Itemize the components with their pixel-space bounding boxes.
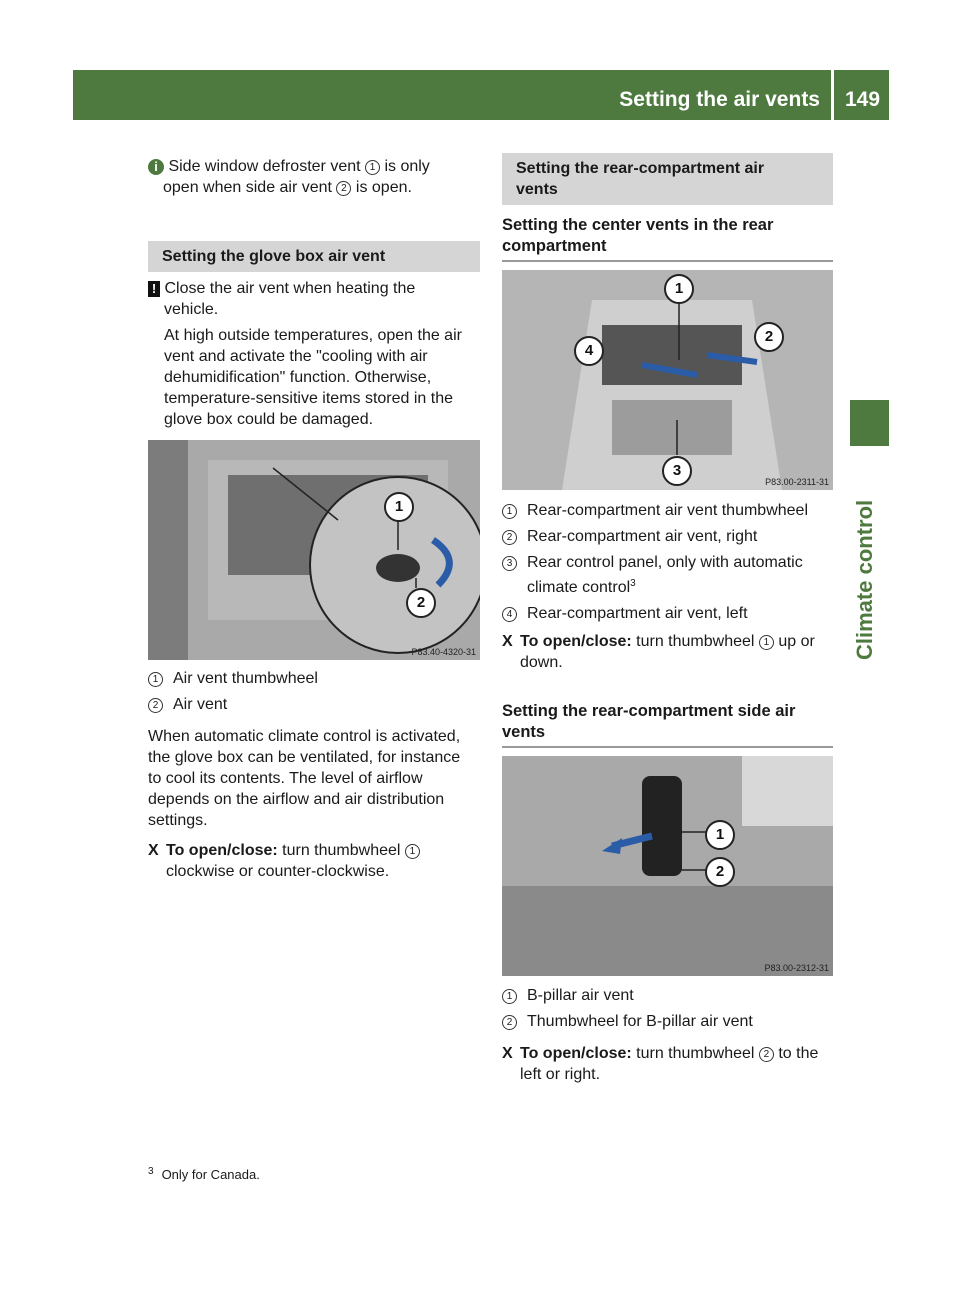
callout-1: 1 [705,820,735,850]
callout-2: 2 [705,857,735,887]
section-heading-rear: Setting the rear-compartment air vents [502,153,833,205]
subheading-center-vents: Setting the center vents in the rear compartment [502,215,833,262]
b-pillar-illustration [502,756,833,976]
b-pillar-vent-photo [502,756,833,976]
callout-1: 1 [384,492,414,522]
section-heading-glovebox: Setting the glove box air vent [148,241,480,272]
photo-code: P83.00-2311-31 [765,477,829,487]
arrow-icon: X [502,633,513,650]
glovebox-vent-photo [148,440,480,660]
action-step: X To open/close: turn thumbwheel 1 up or down. [502,633,815,671]
arrow-icon: X [148,842,159,859]
callout-1: 1 [664,274,694,304]
photo-code: P83.40-4320-31 [411,647,476,657]
legend-list-bpillar [502,985,837,1032]
callout-4: 4 [574,336,604,366]
page-number: 149 [845,88,881,111]
exclamation-icon: ! [148,281,160,297]
page-title: Setting the air vents [619,88,820,111]
callout-2: 2 [754,322,784,352]
legend-item: 1 B-pillar air vent [502,985,837,1006]
legend-item: 3 Rear control panel, only with automatic climate control$^3$ [502,552,837,598]
callout-3: 3 [662,456,692,486]
photo-code: P83.00-2312-31 [764,963,829,973]
callout-2: 2 [406,588,436,618]
legend-list-rear [502,500,837,624]
rear-vents-illustration [502,270,833,490]
action-step: X To open/close: turn thumbwheel 2 to the left or right. [502,1045,819,1083]
rear-center-vents-photo [502,270,833,490]
arrow-icon: X [502,1045,513,1062]
warning-note: ! Close the air vent when heating the vehicle. At high outside temperatures, open the air vent and activate the "cooling with air dehumidification" function. Otherwise, temperature-sensitive items stored in the glove box could be damaged. [148,278,481,430]
legend-item: 2 Thumbwheel for B-pillar air vent [502,1011,837,1032]
header-separator [831,70,834,120]
glovebox-illustration [148,440,480,660]
info-note: i Side window defroster vent 1 is only open when side air vent 2 is open. [148,156,478,198]
legend-item: 4 Rear-compartment air vent, left [502,603,837,624]
body-paragraph: When automatic climate control is activated, the glove box can be ventilated, for instance to cool its contents. The level of airflow depends on the airflow and air distribution settings. [148,728,461,829]
legend-list [148,668,480,715]
chapter-tab [850,400,889,446]
legend-item: 2 Rear-compartment air vent, right [502,526,837,547]
legend-item: 1 Air vent thumbwheel [148,668,480,689]
subheading-side-vents: Setting the rear-compartment side air vents [502,701,833,748]
info-icon: i [148,159,164,175]
footnote: $^3$ Only for Canada. [148,1166,260,1183]
legend-item: 1 Rear-compartment air vent thumbwheel [502,500,837,521]
legend-item: 2 Air vent [148,694,480,715]
action-step: X To open/close: turn thumbwheel 1 clockwise or counter-clockwise. [148,840,483,882]
